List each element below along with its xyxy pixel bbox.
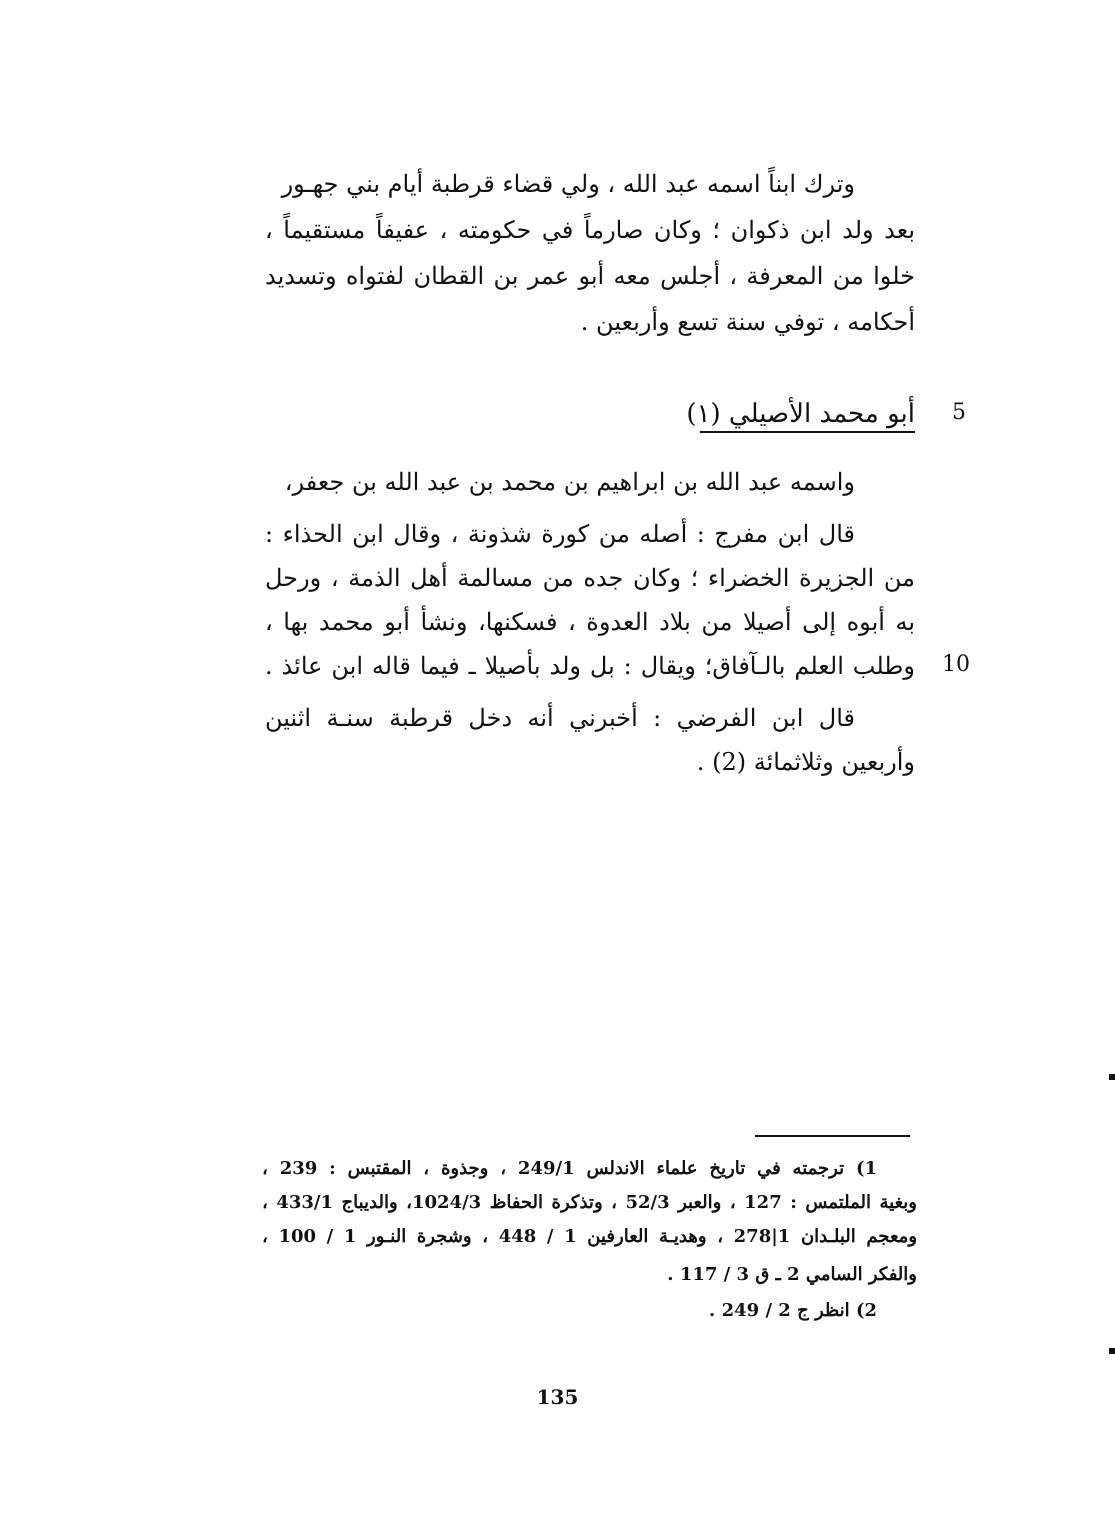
- body-line: خلوا من المعرفة ، أجلس معه أبو عمر بن القطان لفتواه وتسديد: [265, 262, 915, 290]
- scan-edge-mark: [1109, 1348, 1115, 1354]
- footnote-line: والفكر السامي 2 ـ ق 3 / 117 .: [667, 1264, 917, 1285]
- footnote-separator: [755, 1135, 910, 1137]
- footnote-line: 1) ترجمته في تاريخ علماء الاندلس 249/1 ، وجذوة ، المقتبس : 239 ،: [262, 1158, 878, 1179]
- page-number: 135: [536, 1385, 579, 1409]
- body-line: بعد ولد ابن ذكوان ؛ وكان صارماً في حكومته ، عفيفاً مستقيماً ،: [265, 216, 915, 244]
- body-line: وأربعين وثلاثمائة (2) .: [696, 748, 915, 776]
- body-line: واسمه عبد الله بن ابراهيم بن محمد بن عبد الله بن جعفر،: [284, 468, 855, 496]
- line-number: 5: [952, 400, 966, 425]
- entry-heading: أبو محمد الأصيلي (١): [686, 399, 915, 429]
- body-line: من الجزيرة الخضراء ؛ وكان جده من مسالمة أهل الذمة ، ورحل: [265, 564, 915, 592]
- body-line: وطلب العلم بالـآفاق؛ ويقال : بل ولد بأصيلا ـ فيما قاله ابن عائذ .: [265, 652, 915, 680]
- footnote-line: وبغية الملتمس : 127 ، والعبر 52/3 ، وتذكرة الحفاظ 1024/3، والديباج 433/1 ،: [262, 1192, 917, 1213]
- footnote-line: ومعجم البلـدان 1|278 ، وهديـة العارفين 1 / 448 ، وشجرة النـور 1 / 100 ،: [262, 1226, 917, 1247]
- body-line: قال ابن الفرضي : أخبرني أنه دخل قرطبة سنـة اثنين: [265, 704, 855, 732]
- body-line: به أبوه إلى أصيلا من بلاد العدوة ، فسكنها، ونشأ أبو محمد بها ،: [265, 608, 915, 636]
- footnote-line: 2) انظر ج 2 / 249 .: [709, 1300, 877, 1321]
- body-line: أحكامه ، توفي سنة تسع وأربعين .: [580, 308, 915, 336]
- line-number: 10: [942, 652, 970, 677]
- scan-edge-mark: [1109, 1074, 1115, 1080]
- body-line: وترك ابناً اسمه عبد الله ، ولي قضاء قرطبة أيام بني جهـور: [281, 170, 855, 198]
- heading-underline: [700, 431, 915, 433]
- body-line: قال ابن مفرج : أصله من كورة شذونة ، وقال ابن الحذاء :: [265, 520, 855, 548]
